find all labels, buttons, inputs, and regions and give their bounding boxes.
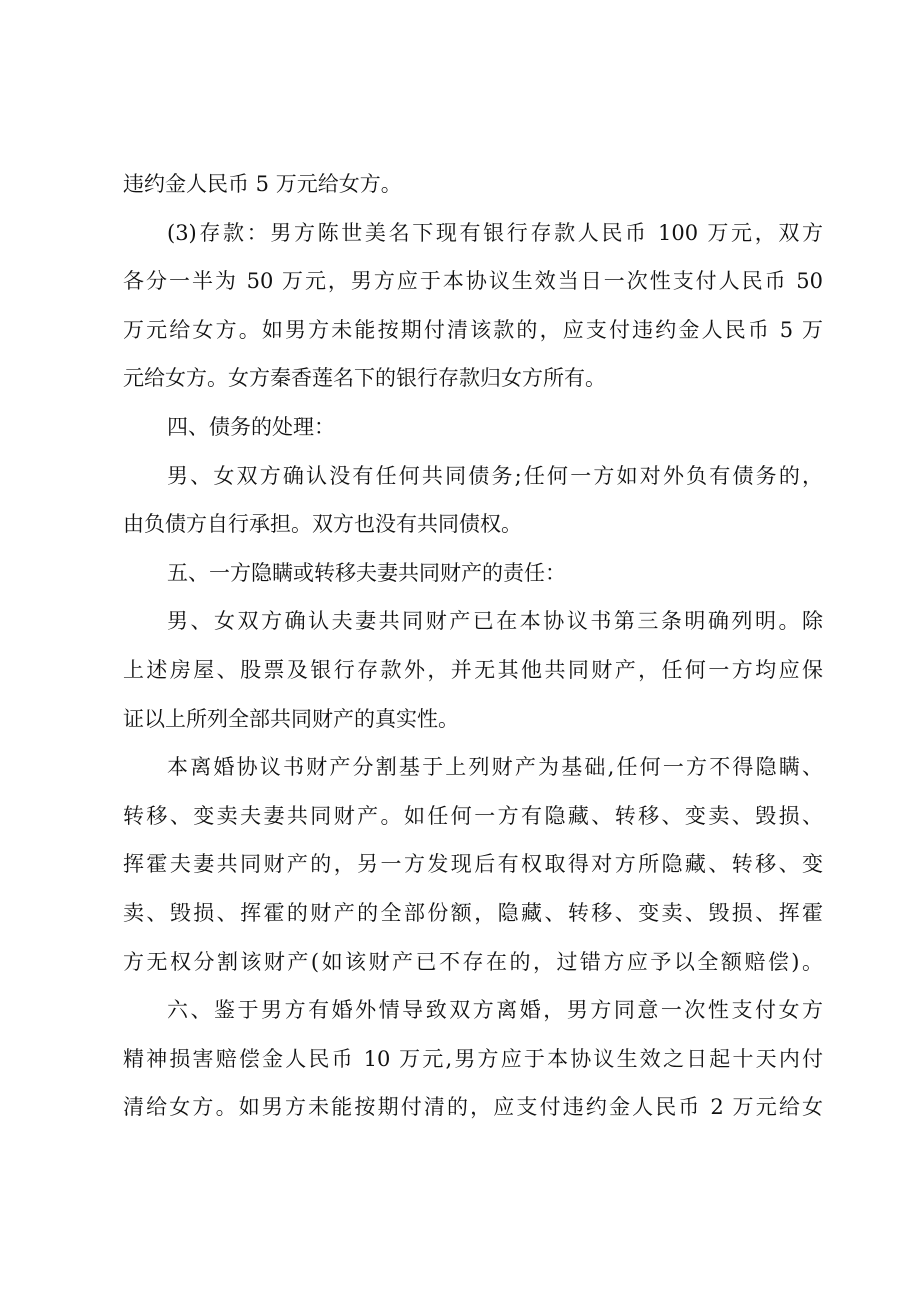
- text-line: 证以上所列全部共同财产的真实性。: [123, 706, 459, 731]
- text-line: 万元给女方。如男方未能按期付清该款的，应支付违约金人民币 5 万: [123, 317, 823, 342]
- text-line: 上述房屋、股票及银行存款外，并无其他共同财产，任何一方均应保: [123, 657, 823, 682]
- text-line: 挥霍夫妻共同财产的，另一方发现后有权取得对方所隐藏、转移、变: [123, 852, 823, 877]
- text-line: 转移、变卖夫妻共同财产。如任何一方有隐藏、转移、变卖、毁损、: [123, 803, 823, 828]
- text-line: 男、女双方确认夫妻共同财产已在本协议书第三条明确列明。除: [167, 609, 823, 634]
- text-line: 男、女双方确认没有任何共同债务;任何一方如对外负有债务的，: [167, 463, 823, 488]
- text-line: 清给女方。如男方未能按期付清的，应支付违约金人民币 2 万元给女: [123, 1095, 823, 1120]
- text-line: (3)存款：男方陈世美名下现有银行存款人民币 100 万元，双方: [167, 220, 823, 245]
- text-line: 本离婚协议书财产分割基于上列财产为基础,任何一方不得隐瞒、: [167, 755, 823, 780]
- text-line: 精神损害赔偿金人民币 10 万元,男方应于本协议生效之日起十天内付: [123, 1046, 823, 1071]
- document-body: [123, 160, 823, 1132]
- text-line: 元给女方。女方秦香莲名下的银行存款归女方所有。: [123, 366, 606, 391]
- text-line: 方无权分割该财产(如该财产已不存在的，过错方应予以全额赔偿)。: [123, 949, 823, 974]
- text-line: 由负债方自行承担。双方也没有共同债权。: [123, 512, 522, 537]
- section-heading-debts: 四、债务的处理：: [167, 414, 335, 439]
- section-heading-concealment: 五、一方隐瞒或转移夫妻共同财产的责任：: [167, 560, 566, 585]
- text-line: 违约金人民币 5 万元给女方。: [123, 172, 402, 196]
- text-line: 各分一半为 50 万元，男方应于本协议生效当日一次性支付人民币 50: [123, 269, 823, 294]
- text-line: 六、鉴于男方有婚外情导致双方离婚，男方同意一次性支付女方: [167, 998, 823, 1023]
- text-line: 卖、毁损、挥霍的财产的全部份额，隐藏、转移、变卖、毁损、挥霍: [123, 900, 823, 925]
